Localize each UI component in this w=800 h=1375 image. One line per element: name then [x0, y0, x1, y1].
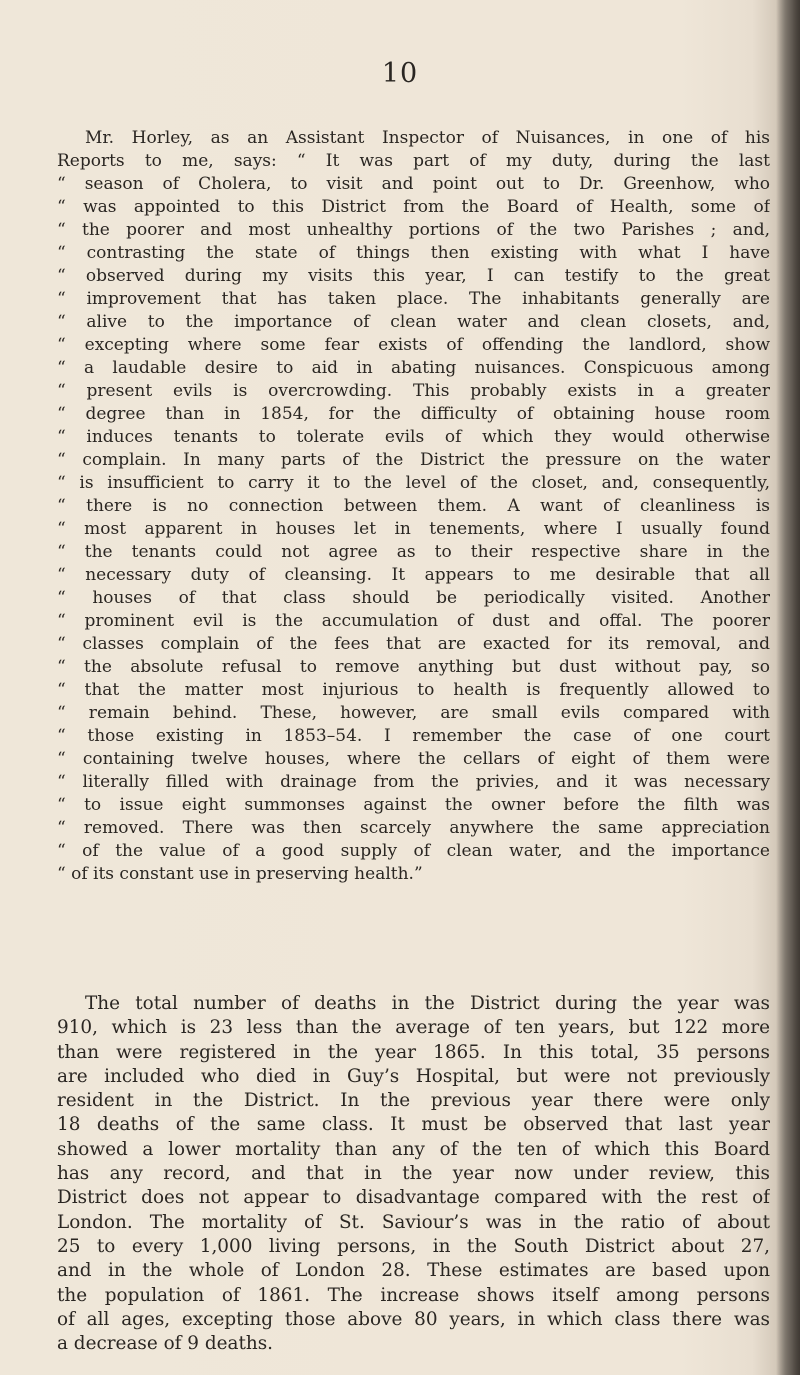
text-line: has any record, and that in the year now under review, this: [57, 1163, 770, 1185]
text-line: The total number of deaths in the District during the year was: [85, 993, 770, 1014]
text-line: showed a lower mortality than any of the ten of which this Board: [57, 1138, 770, 1160]
book-spine-shadow: [776, 0, 800, 1375]
text-line: “ a laudable desire to aid in abating nuisances. Conspicuous among: [57, 358, 770, 378]
mortality-paragraph: [57, 992, 770, 1356]
text-line: are included who died in Guy’s Hospital, but were not previously: [57, 1065, 770, 1087]
text-line: “ to issue eight summonses against the owner before the filth was: [57, 795, 770, 815]
text-line: “ improvement that has taken place. The inhabitants generally are: [57, 289, 770, 309]
text-line: “ houses of that class should be periodically visited. Another: [57, 588, 770, 608]
text-line: “ season of Cholera, to visit and point out to Dr. Greenhow, who: [57, 174, 770, 194]
text-line: “ the tenants could not agree as to their respective share in the: [57, 542, 770, 562]
text-line: “ of the value of a good supply of clean water, and the importance: [57, 841, 770, 861]
text-line: “ was appointed to this District from the Board of Health, some of: [57, 197, 770, 217]
text-line: Mr. Horley, as an Assistant Inspector of Nuisances, in one of his: [85, 128, 770, 148]
text-line: and in the whole of London 28. These estimates are based upon: [57, 1260, 770, 1282]
text-line: 25 to every 1,000 living persons, in the South District about 27,: [57, 1235, 770, 1257]
text-line: “ most apparent in houses let in tenements, where I usually found: [57, 519, 770, 539]
text-line: “ remain behind. These, however, are small evils compared with: [57, 703, 770, 723]
text-line: “ that the matter most injurious to health is frequently allowed to: [57, 680, 770, 700]
text-line: London. The mortality of St. Saviour’s was in the ratio of about: [57, 1211, 770, 1233]
text-line: Reports to me, says: “ It was part of my duty, during the last: [57, 151, 770, 171]
text-line: District does not appear to disadvantage compared with the rest of: [57, 1187, 770, 1209]
text-line: “ containing twelve houses, where the cellars of eight of them were: [57, 749, 770, 769]
text-line: “ observed during my visits this year, I can testify to the great: [57, 266, 770, 286]
page-number: 10: [381, 58, 419, 89]
text-line: than were registered in the year 1865. In this total, 35 persons: [57, 1041, 770, 1063]
text-line: resident in the District. In the previous year there were only: [57, 1090, 770, 1112]
text-line: 910, which is 23 less than the average of ten years, but 122 more: [57, 1017, 770, 1039]
text-line: “ present evils is overcrowding. This probably exists in a greater: [57, 381, 770, 401]
text-line: “ literally filled with drainage from the privies, and it was necessary: [57, 772, 770, 792]
text-line: “ alive to the importance of clean water and clean closets, and,: [57, 312, 770, 332]
text-line: “ contrasting the state of things then existing with what I have: [57, 243, 770, 263]
text-line: “ the poorer and most unhealthy portions of the two Parishes ; and,: [57, 220, 770, 240]
text-line: 18 deaths of the same class. It must be observed that last year: [57, 1114, 770, 1136]
text-line: of all ages, excepting those above 80 years, in which class there was: [57, 1308, 770, 1330]
inspector-report-quote: [57, 127, 770, 886]
text-line: “ necessary duty of cleansing. It appears to me desirable that all: [57, 565, 770, 585]
text-line: “ induces tenants to tolerate evils of which they would otherwise: [57, 427, 770, 447]
text-line: “ degree than in 1854, for the difficulty of obtaining house room: [57, 404, 770, 424]
text-line: a decrease of 9 deaths.: [57, 1333, 273, 1355]
text-line: “ of its constant use in preserving health.”: [57, 864, 423, 884]
text-line: “ removed. There was then scarcely anywhere the same appreciation: [57, 818, 770, 838]
text-line: “ excepting where some fear exists of offending the landlord, show: [57, 335, 770, 355]
text-line: “ the absolute refusal to remove anything but dust without pay, so: [57, 657, 770, 677]
text-line: “ prominent evil is the accumulation of dust and offal. The poorer: [57, 611, 770, 631]
text-line: “ complain. In many parts of the District the pressure on the water: [57, 450, 770, 470]
text-line: the population of 1861. The increase shows itself among persons: [57, 1284, 770, 1306]
text-line: “ is insufficient to carry it to the level of the closet, and, consequently,: [57, 473, 770, 493]
text-line: “ those existing in 1853–54. I remember the case of one court: [57, 726, 770, 746]
text-line: “ classes complain of the fees that are exacted for its removal, and: [57, 634, 770, 654]
text-line: “ there is no connection between them. A want of cleanliness is: [57, 496, 770, 516]
